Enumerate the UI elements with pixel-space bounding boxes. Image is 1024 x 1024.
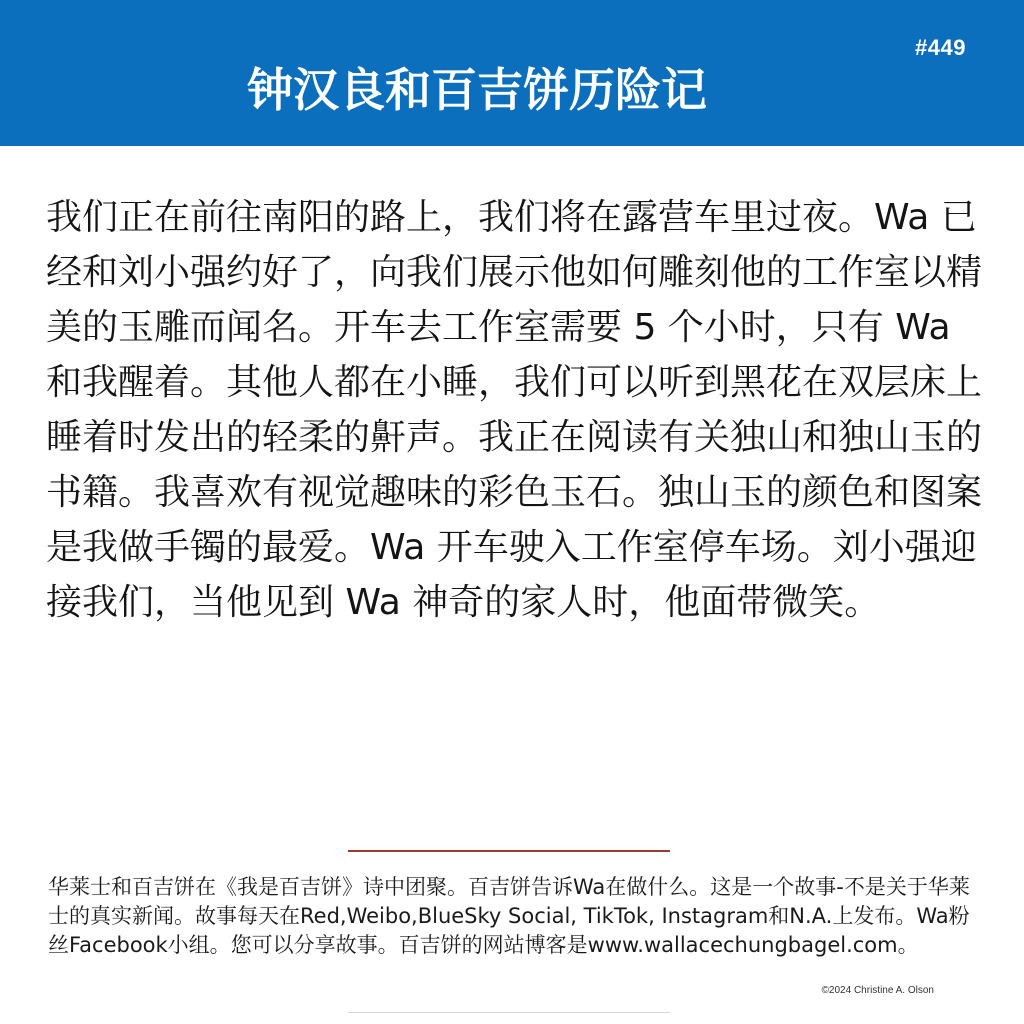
issue-number: #449 [915,35,966,60]
bottom-divider [348,1012,670,1013]
header-banner [0,0,1024,146]
footer-note: 华莱士和百吉饼在《我是百吉饼》诗中团聚。百吉饼告诉Wa在做什么。这是一个故事-不是关于华莱士的真实新闻。故事每天在Red,Weibo,BlueSky Social, TikTok, Instagram和N.A.上发布。Wa粉丝Facebook小组。您可以分享故事。百吉饼的网站博客是www.wallacechungbagel.com。 [48,875,970,957]
story-body: 我们正在前往南阳的路上，我们将在露营车里过夜。Wa 已经和刘小强约好了，向我们展示他如何雕刻他的工作室以精美的玉雕而闻名。开车去工作室需要 5 个小时，只有 Wa 和我醒着。其他人都在小睡，我们可以听到黑花在双层床上睡着时发出的轻柔的鼾声。我正在阅读有关独山和独山玉的书籍。我喜欢有视觉趣味的彩色玉石。独山玉的颜色和图案是我做手镯的最爱。Wa 开车驶入工作室停车场。刘小强迎接我们，当他见到 Wa 神奇的家人时，他面带微笑。 [46,197,983,623]
section-divider [348,850,670,852]
copyright-notice: ©2024 Christine A. Olson [821,985,934,996]
story-title: 钟汉良和百吉饼历险记 [247,63,707,117]
